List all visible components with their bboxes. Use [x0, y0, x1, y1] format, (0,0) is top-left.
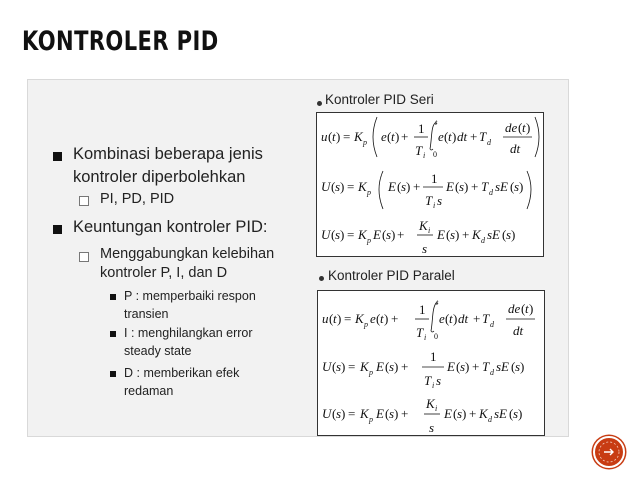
svg-text:E: E — [373, 227, 381, 242]
svg-text:T: T — [425, 193, 433, 208]
paralel-equation-box — [317, 290, 545, 436]
item-p-line-2: transien — [124, 307, 169, 321]
svg-text:E: E — [447, 359, 455, 374]
next-slide-button[interactable] — [593, 436, 625, 468]
svg-text:i: i — [432, 381, 435, 390]
svg-text:s: s — [460, 359, 466, 374]
svg-text:): ) — [406, 179, 411, 194]
bullet-marker — [53, 225, 62, 234]
svg-text:=: = — [348, 359, 356, 374]
svg-text:K: K — [360, 359, 369, 374]
arrow-icon — [595, 438, 623, 466]
svg-text:T: T — [479, 129, 487, 144]
svg-text:+: + — [397, 227, 405, 242]
sub-bullet-2-line-2: kontroler P, I, dan D — [100, 265, 228, 281]
svg-text:s: s — [515, 359, 521, 374]
svg-text:+: + — [462, 227, 470, 242]
svg-text:(: ( — [502, 227, 507, 242]
svg-text:s: s — [437, 193, 443, 208]
svg-text:dt: dt — [513, 323, 524, 338]
svg-text:+: + — [401, 406, 409, 421]
svg-text:s: s — [389, 406, 395, 421]
svg-text:=: = — [347, 179, 355, 194]
item-p-line-1: P : memperbaiki respon — [124, 289, 256, 303]
svg-text:u: u — [322, 311, 329, 326]
svg-text:p: p — [369, 415, 373, 424]
svg-text:K: K — [419, 218, 428, 233]
svg-text:1: 1 — [418, 121, 425, 136]
svg-text:): ) — [519, 179, 524, 194]
svg-text:s: s — [335, 227, 341, 242]
sub-bullet-2-line-1: Menggabungkan kelebihan — [100, 246, 275, 262]
svg-text:T: T — [481, 179, 489, 194]
header-bullet — [319, 276, 324, 281]
svg-text:t: t — [380, 311, 384, 326]
svg-text:d: d — [487, 138, 491, 147]
svg-text:d: d — [489, 188, 493, 197]
svg-text:): ) — [395, 129, 400, 144]
svg-text:): ) — [529, 301, 534, 316]
svg-text:): ) — [453, 311, 458, 326]
svg-text:): ) — [340, 227, 345, 242]
svg-text:+: + — [391, 311, 399, 326]
svg-text:t: t — [333, 311, 337, 326]
sub-bullet-1: PI, PD, PID — [100, 191, 175, 207]
page-title: KONTROLER PID — [22, 26, 219, 57]
svg-text:(: ( — [455, 179, 460, 194]
seri-header: Kontroler PID Seri — [325, 92, 434, 107]
svg-text:(: ( — [328, 129, 333, 144]
svg-text:): ) — [465, 359, 470, 374]
svg-text:E: E — [376, 359, 384, 374]
svg-text:): ) — [336, 129, 341, 144]
svg-text:i: i — [423, 151, 426, 160]
svg-text:U: U — [321, 179, 331, 194]
item-i-line-1: I : menghilangkan error — [124, 326, 253, 340]
svg-text:s: s — [335, 179, 341, 194]
svg-text:t: t — [391, 129, 395, 144]
svg-text:1: 1 — [419, 302, 426, 317]
svg-text:+: + — [413, 179, 421, 194]
svg-text:): ) — [462, 406, 467, 421]
svg-text:E: E — [444, 406, 452, 421]
svg-text:i: i — [424, 333, 427, 342]
svg-text:(: ( — [382, 227, 387, 242]
svg-text:T: T — [415, 143, 423, 158]
svg-text:T: T — [424, 373, 432, 388]
svg-text:K: K — [355, 311, 364, 326]
sub-bullet-marker — [79, 252, 89, 262]
svg-text:K: K — [360, 406, 369, 421]
svg-text:i: i — [435, 404, 438, 413]
svg-text:(: ( — [329, 311, 334, 326]
svg-text:K: K — [358, 227, 367, 242]
svg-text:(: ( — [331, 227, 336, 242]
svg-text:U: U — [322, 359, 332, 374]
item-marker — [110, 371, 116, 377]
svg-text:): ) — [520, 359, 525, 374]
svg-text:): ) — [384, 311, 389, 326]
svg-text:d: d — [490, 320, 494, 329]
item-marker — [110, 294, 116, 300]
svg-text:s: s — [422, 241, 428, 256]
svg-text:s: s — [450, 227, 456, 242]
svg-text:s: s — [401, 179, 407, 194]
svg-text:e: e — [381, 129, 387, 144]
svg-text:(: ( — [332, 406, 337, 421]
svg-text:s: s — [389, 359, 395, 374]
svg-text:K: K — [472, 227, 481, 242]
svg-text:p: p — [367, 188, 371, 197]
svg-text:t: t — [525, 301, 529, 316]
svg-text:(: ( — [446, 227, 451, 242]
svg-text:s: s — [429, 420, 435, 435]
svg-text:s: s — [513, 406, 519, 421]
svg-text:dt: dt — [458, 311, 469, 326]
svg-text:K: K — [479, 406, 488, 421]
svg-text:(: ( — [444, 129, 449, 144]
svg-text:): ) — [394, 406, 399, 421]
svg-text:p: p — [363, 138, 367, 147]
svg-text:=: = — [347, 227, 355, 242]
svg-text:E: E — [437, 227, 445, 242]
svg-text:): ) — [341, 359, 346, 374]
svg-text:): ) — [391, 227, 396, 242]
svg-text:de: de — [505, 120, 518, 135]
svg-text:t: t — [435, 118, 438, 127]
svg-text:s: s — [457, 406, 463, 421]
bullet-marker — [53, 152, 62, 161]
svg-text:u: u — [321, 129, 328, 144]
svg-text:p: p — [367, 236, 371, 245]
bullet-1-line-1: Kombinasi beberapa jenis — [73, 145, 263, 163]
seri-equation-box — [316, 112, 544, 257]
svg-text:(: ( — [445, 311, 450, 326]
svg-text:(: ( — [397, 179, 402, 194]
svg-text:de: de — [508, 301, 521, 316]
svg-text:e: e — [370, 311, 376, 326]
svg-text:i: i — [433, 201, 436, 210]
svg-text:): ) — [341, 406, 346, 421]
svg-text:(: ( — [453, 406, 458, 421]
svg-text:d: d — [490, 368, 494, 377]
svg-text:d: d — [481, 236, 485, 245]
paralel-header: Kontroler PID Paralel — [328, 268, 455, 283]
svg-text:+: + — [472, 359, 480, 374]
svg-text:T: T — [482, 359, 490, 374]
svg-text:+: + — [470, 129, 478, 144]
svg-text:(: ( — [518, 120, 523, 135]
svg-text:): ) — [518, 406, 523, 421]
svg-text:1: 1 — [431, 171, 438, 186]
svg-text:+: + — [473, 311, 481, 326]
svg-text:=: = — [348, 406, 356, 421]
sub-bullet-marker — [79, 196, 89, 206]
svg-text:sE: sE — [496, 359, 509, 374]
svg-text:U: U — [321, 227, 331, 242]
svg-text:+: + — [471, 179, 479, 194]
svg-text:U: U — [322, 406, 332, 421]
svg-text:): ) — [455, 227, 460, 242]
svg-text:t: t — [332, 129, 336, 144]
svg-text:+: + — [401, 359, 409, 374]
svg-text:K: K — [358, 179, 367, 194]
svg-text:sE: sE — [494, 406, 507, 421]
svg-text:e: e — [438, 129, 444, 144]
svg-text:(: ( — [332, 359, 337, 374]
svg-text:i: i — [428, 226, 431, 235]
svg-text:): ) — [464, 179, 469, 194]
svg-text:+: + — [469, 406, 477, 421]
svg-text:T: T — [416, 325, 424, 340]
svg-text:sE: sE — [495, 179, 508, 194]
svg-text:=: = — [343, 129, 351, 144]
svg-text:(: ( — [331, 179, 336, 194]
svg-text:): ) — [340, 179, 345, 194]
svg-text:E: E — [446, 179, 454, 194]
bullet-2: Keuntungan kontroler PID: — [73, 218, 268, 236]
header-bullet — [317, 101, 322, 106]
svg-text:s: s — [386, 227, 392, 242]
svg-text:t: t — [449, 311, 453, 326]
svg-text:(: ( — [387, 129, 392, 144]
svg-text:): ) — [394, 359, 399, 374]
svg-text:(: ( — [509, 406, 514, 421]
svg-text:(: ( — [385, 359, 390, 374]
svg-text:t: t — [448, 129, 452, 144]
svg-text:(: ( — [376, 311, 381, 326]
item-d-line-2: redaman — [124, 384, 174, 398]
svg-text:t: t — [522, 120, 526, 135]
svg-text:s: s — [514, 179, 520, 194]
svg-text:K: K — [354, 129, 363, 144]
item-i-line-2: steady state — [124, 344, 192, 358]
svg-text:1: 1 — [430, 349, 437, 364]
svg-text:E: E — [388, 179, 396, 194]
svg-text:p: p — [369, 368, 373, 377]
svg-text:p: p — [364, 320, 368, 329]
svg-text:T: T — [482, 311, 490, 326]
svg-text:(: ( — [456, 359, 461, 374]
svg-text:e: e — [439, 311, 445, 326]
svg-text:s: s — [336, 406, 342, 421]
svg-text:0: 0 — [433, 150, 437, 159]
svg-text:s: s — [436, 373, 442, 388]
svg-text:): ) — [452, 129, 457, 144]
svg-text:K: K — [426, 396, 435, 411]
item-d-line-1: D : memberikan efek — [124, 366, 240, 380]
svg-text:+: + — [401, 129, 409, 144]
svg-text:dt: dt — [457, 129, 468, 144]
svg-text:s: s — [506, 227, 512, 242]
svg-text:=: = — [344, 311, 352, 326]
bullet-1-line-2: kontroler diperbolehkan — [73, 168, 246, 186]
svg-text:s: s — [459, 179, 465, 194]
item-marker — [110, 331, 116, 337]
svg-text:): ) — [337, 311, 342, 326]
svg-text:(: ( — [521, 301, 526, 316]
svg-text:(: ( — [385, 406, 390, 421]
svg-text:s: s — [336, 359, 342, 374]
svg-text:sE: sE — [487, 227, 500, 242]
svg-text:dt: dt — [510, 141, 521, 156]
svg-text:0: 0 — [434, 332, 438, 341]
svg-text:): ) — [511, 227, 516, 242]
svg-text:t: t — [436, 298, 439, 307]
svg-text:(: ( — [511, 359, 516, 374]
svg-text:): ) — [526, 120, 531, 135]
svg-text:(: ( — [510, 179, 515, 194]
svg-text:E: E — [376, 406, 384, 421]
svg-text:d: d — [488, 415, 492, 424]
